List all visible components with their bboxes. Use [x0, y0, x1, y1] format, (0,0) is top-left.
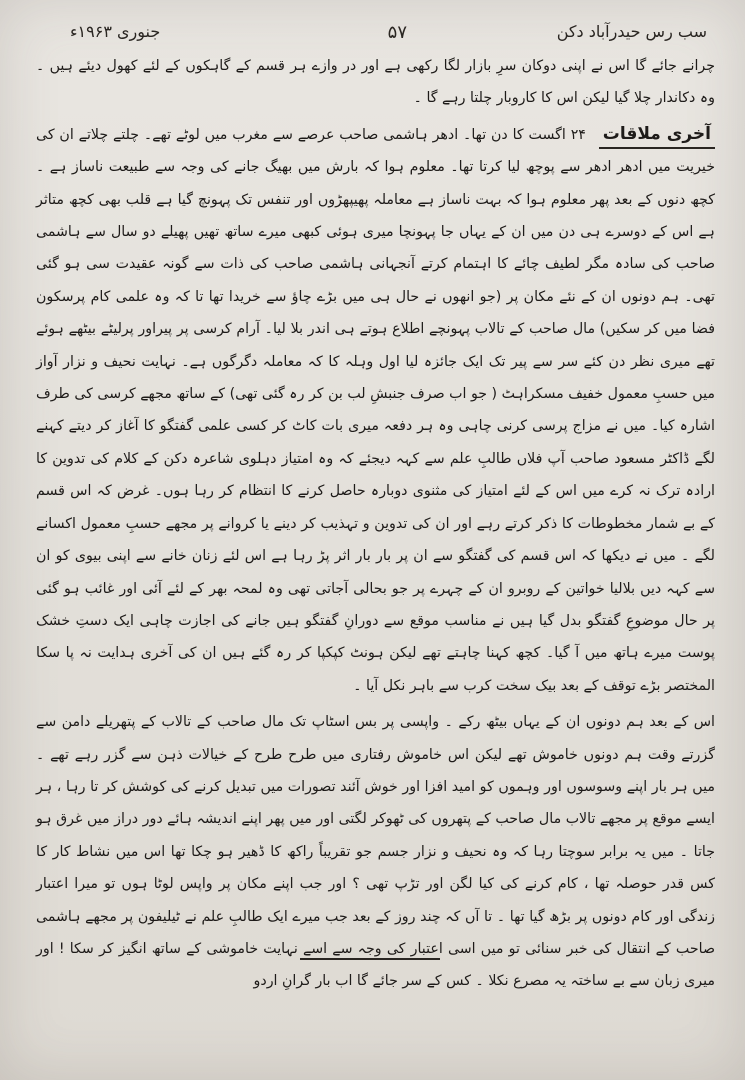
issue-date: جنوری ۱۹۶۳ء: [70, 22, 161, 41]
page-number: ۵۷: [387, 22, 407, 43]
page-header: [70, 22, 707, 48]
paragraph-3: [36, 706, 715, 998]
journal-title: سب رس حیدرآباد دکن: [556, 22, 707, 41]
paragraph-1-text: چرانے جائے گا اس نے اپنی دوکان سرِ بازار لگا رکھی ہے اور در وازے ہر قسم کے گاہکوں کے لئے کھول دیئے ہیں ۔ وہ دکاندار چلا گیا لیکن اس کا کاروبار چلتا رہے گا ۔: [36, 58, 715, 107]
paragraph-3-text: اس کے بعد ہم دونوں ان کے یہاں بیٹھ رکے ۔ واپسی پر بس اسٹاپ تک مال صاحب کے تالاب کے پتھریلے دامن سے گزرتے وقت ہم دونوں خاموش تھے لیکن اس خاموش رفتاری میں طرح طرح کے خیالات ذہن سے گزر رہے تھے ۔ میں ہر بار اپنے وسوسوں اور وہموں کو امید افزا اور خوش آئند تصورات میں تبدیل کرنے کی کوشش کر تا رہا ، ہر ایسے موقع پر مجھے تالاب مال صاحب کے پتھروں کی ٹھوکر لگتی اور میں پھر اپنے اندیشہ ہائے دور دراز میں غرق ہو جاتا ۔ میں یہ برابر سوچتا رہا کہ وہ نحیف و نزار جسم جو تقریباً راکھ کا ڈھیر ہو چکا تھا اس میں نشاط کار کا کس قدر حوصلہ تھا ، کام کرنے کی کیا لگن اور تڑپ تھی ؟ اور جب اپنے مکان پر واپس لوٹا ہوں تو میرا اعتبار زندگی اور کام دونوں پر بڑھ گیا تھا ۔ تا آں کہ چند روز کے بعد جب میرے ایک طالبِ علم نے ٹیلیفون پر مجھے ہاشمی صاحب کے انتقال کی خبر سنائی تو میں اسی اعتبار کی وجہ سے اسے نہایت خاموشی کے ساتھ انگیز کر سکا ! اور میری زبان سے بے ساختہ یہ مصرع نکلا ۔ کس کے سر جائے گا اب بار گرانِ اردو: [36, 714, 715, 990]
paragraph-2-text: ۲۴ اگست کا دن تھا۔ ادھر ہاشمی صاحب عرصے سے مغرب میں لوٹے تھے۔ چلتے چلاتے ان کی خیریت میں ادھر ادھر سے پوچھ لیا کرتا تھا۔ معلوم ہوا کہ بارش میں بھیگ جانے کی وجہ سے طبیعت ناساز ہے ۔ کچھ دنوں کے بعد پھر معلوم ہوا کہ بہت ناساز ہے معاملہ پھیپھڑوں اور تنفس تک پہونچ گیا ہے قلب بھی کچھ متاثر ہے اس کے دوسرے ہی دن میں ان کے یہاں جا پہونچا میری ہوئی کبھی میرے ساتھ تھیں پھیلے دو سال سے ہاشمی صاحب کی سادہ مگر لطیف چائے کا اہتمام کرتے آنجہانی ہاشمی صاحب کی ذات سے گونہ عقیدت سی ہو گئی تھی۔ ہم دونوں ان کے نئے مکان پر (جو انھوں نے حال ہی میں بڑے چاؤ سے خریدا تھا تا کہ وہ علمی کام پرسکون فضا میں کر سکیں) مال صاحب کے تالاب پہونچے اطلاع ہوتے ہی اندر بلا لیا۔ آرام کرسی پر پیراور پرلیٹے بیٹھے ہوئے تھے میری نظر دن کئے سر سے پیر تک ایک جائزہ لیا اول وہلہ کا کہ معاملہ دگرگوں ہے۔ نہایت نحیف و نزار آواز میں حسبِ معمول خفیف مسکراہٹ ( جو اب صرف جنبشِ لب بن کر رہ گئی تھی) کے ساتھ مجھے کرسی کی طرف اشارہ کیا۔ میں نے مزاج پرسی کرنی چاہی وہ ہر دفعہ میری بات کاٹ کر کسی علمی گفتگو کا آغاز کر دیتے کہنے لگے ڈاکٹر مسعود صاحب آپ فلاں طالبِ علم سے کہہ دیجئے کہ وہ امتیاز دہلوی شاعرہ دکن کے کلام کی تدوین کا ارادہ ترک نہ کرے میں اس کے لئے امتیاز کی مثنوی دوبارہ حاصل کرنے کا انتظام کر رہا ہوں۔ غرض کہ اس قسم کے بے شمار مخطوطات کا ذکر کرتے رہے اور ان کی تدوین و تہذیب کر دینے یا کروانے پر مجھے حسبِ معمول اکسانے لگے ۔ میں نے دیکھا کہ اس قسم کی گفتگو سے ان پر بار بار اثر پڑ رہا ہے اس لئے زنان خانے سے اپنی بیوی کو ان سے کہہ دیں بلالیا خواتین کے روبرو ان کے چہرے پر جو بحالی آجاتی تھی وہ لمحہ بھر کے لئے آئی اور غائب ہو گئی پر حال موضوعِ گفتگو بدل گیا ہیں نے مناسب موقع سے دورانِ گفتگو ہیں جانے کی اجازت چاہی ایک دستِ خشک پوست میرے ہاتھ میں آ گیا۔ کچھ کہنا چاہتے تھے لیکن ہونٹ کپکپا کر رہ گئے ہیں ان کی آخری ہدایت نہ پا سکا المختصر بڑے توقف کے بعد بیک سخت کرب سے باہر نکل آیا ۔: [36, 126, 715, 694]
section-title-last-meeting: آخری ملاقات: [599, 121, 715, 149]
end-rule: [300, 958, 440, 960]
article-body: [36, 50, 715, 990]
paragraph-2: [36, 119, 715, 702]
paragraph-1: [36, 50, 715, 115]
